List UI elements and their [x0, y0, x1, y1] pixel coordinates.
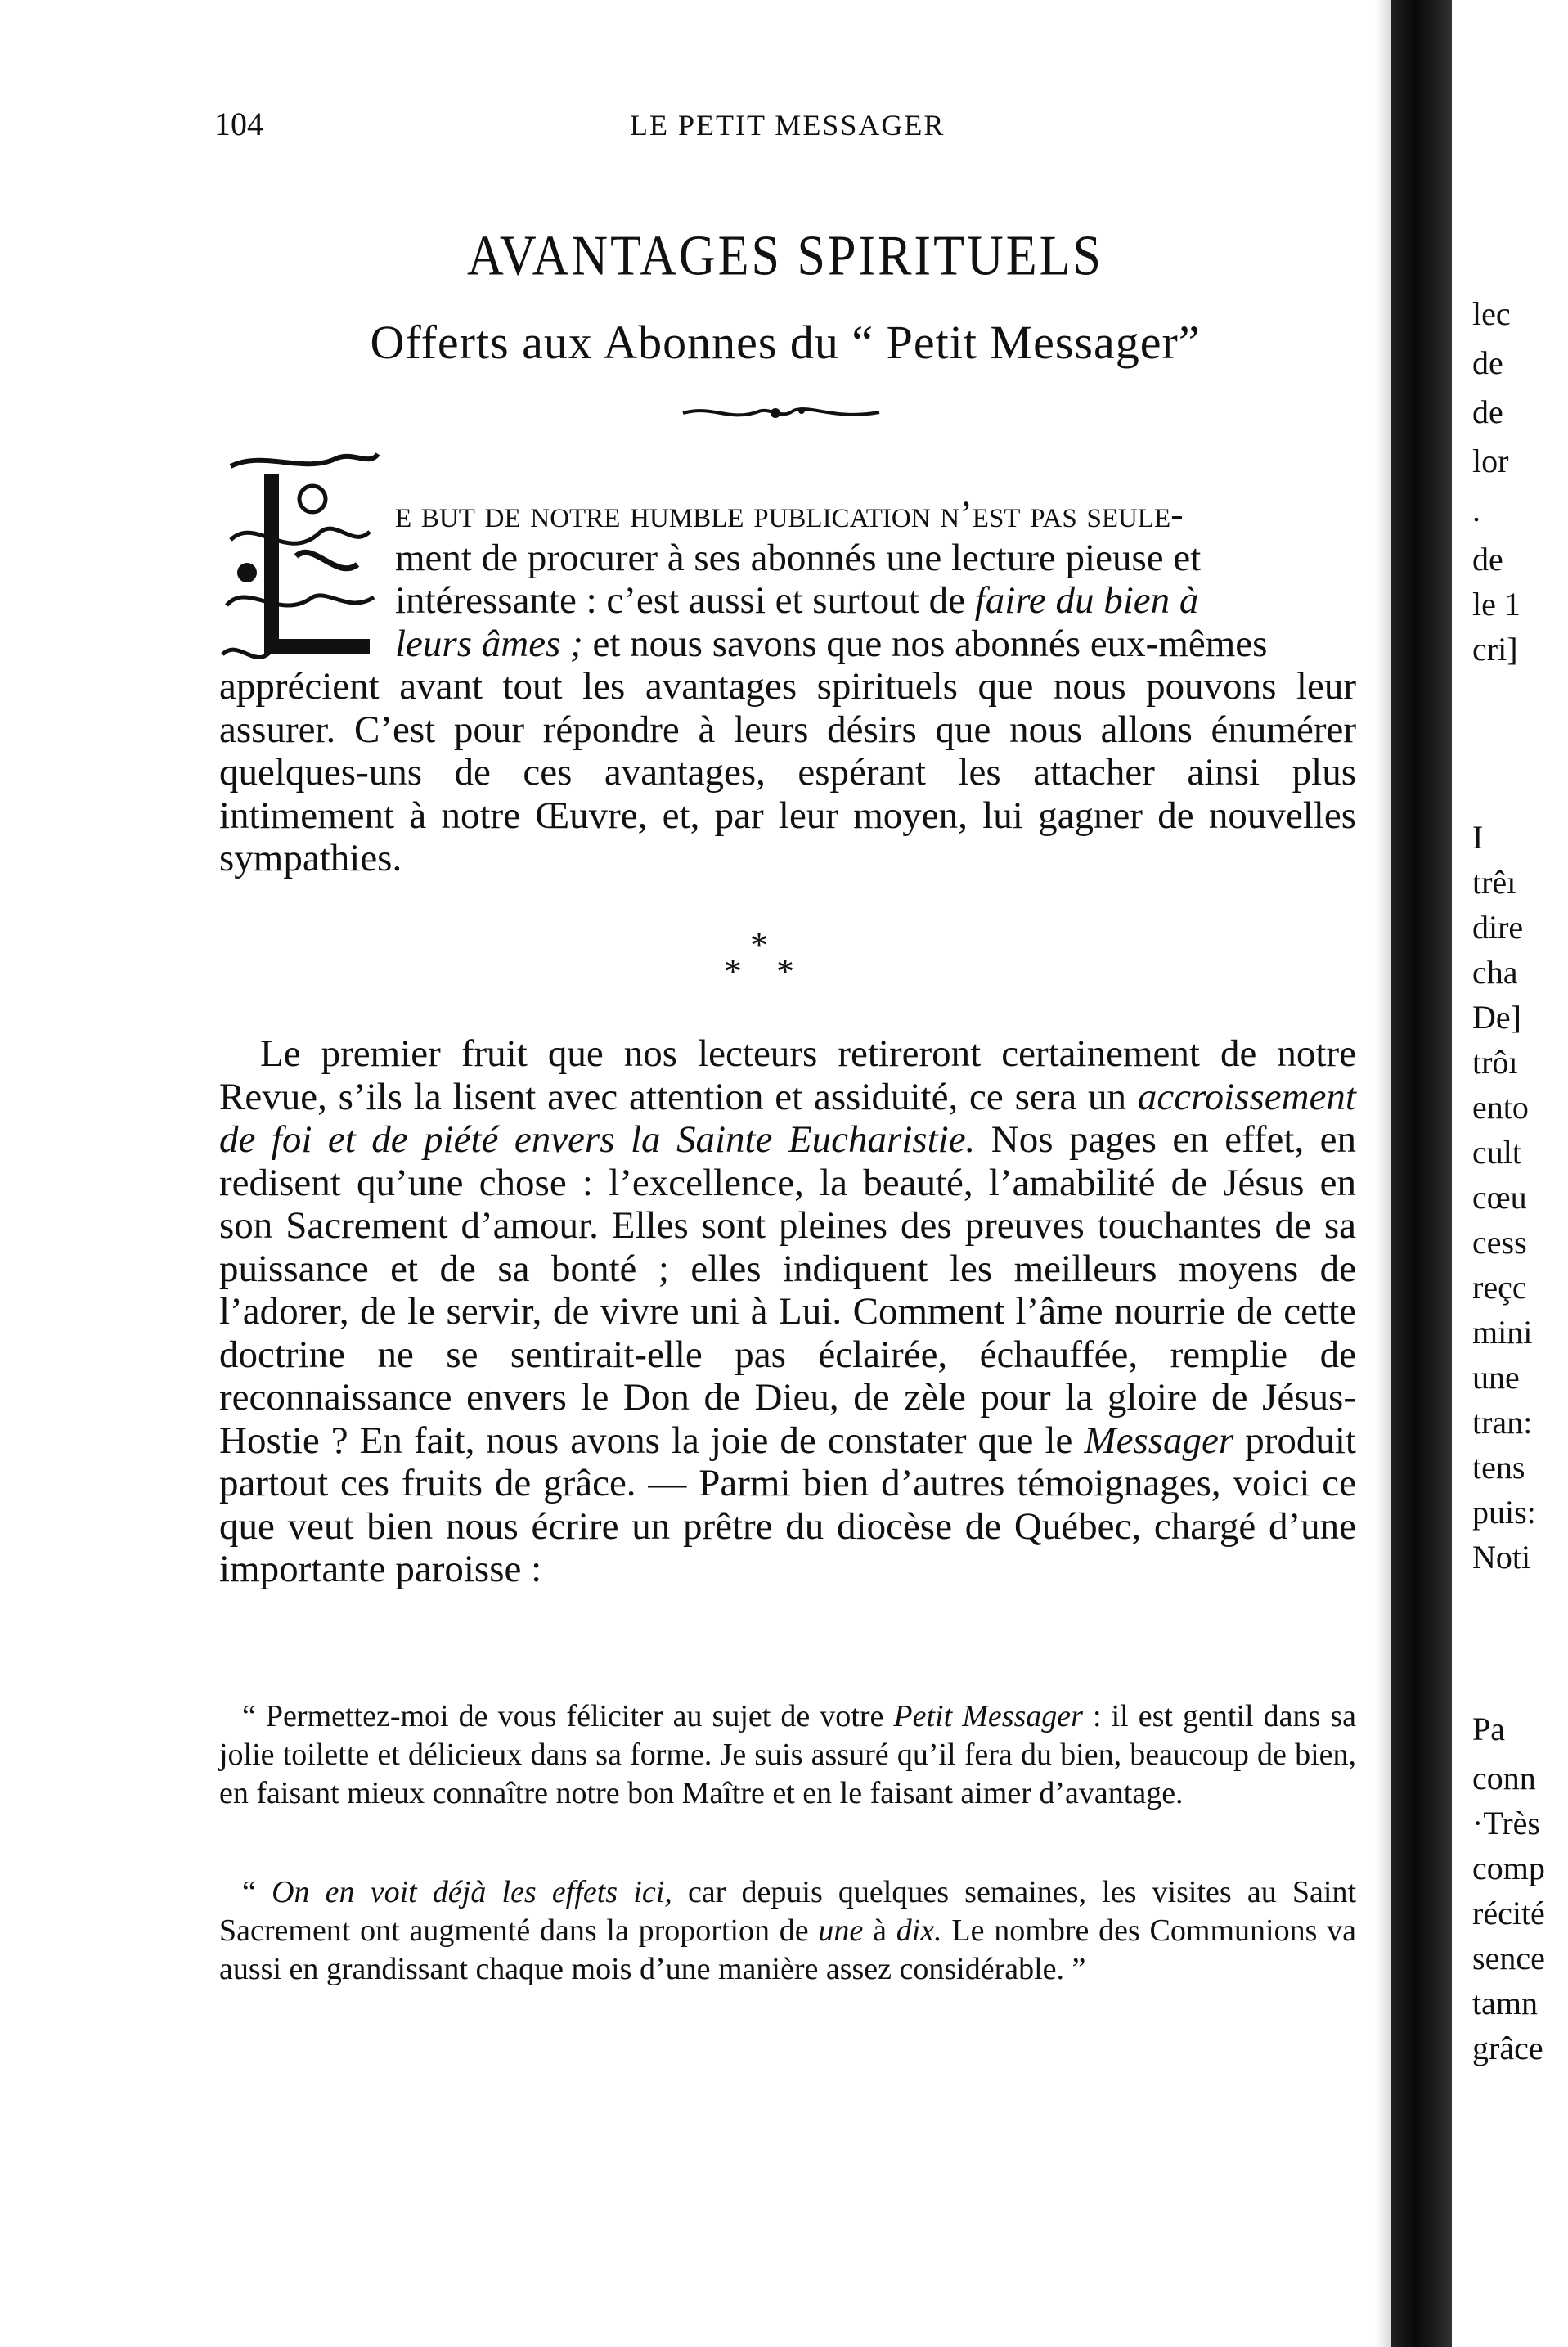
facing-fragment: de — [1472, 344, 1503, 381]
intro-line-4 — [219, 623, 1356, 666]
facing-fragment: tamn — [1472, 1985, 1538, 2021]
binding-shadow — [1374, 0, 1392, 2347]
quote1-text-a: “ Permettez-moi de vous féliciter au sujet de votre — [242, 1699, 894, 1733]
facing-fragment: cess — [1472, 1224, 1527, 1261]
facing-fragment: cri] — [1472, 631, 1518, 668]
facing-fragment: . — [1472, 492, 1480, 528]
quote2-text-b: car depuis quelques semaines, les visites au Saint Sacrement ont augmenté dans la proportion de — [219, 1875, 1356, 1948]
intro-rest: apprécient avant tout les avantages spirituels que nous pouvons leur assurer. C’est pour répondre à leurs désirs que nous allons énumérer quelques-uns de ces avantages, espérant les attacher ainsi plus intimement à notre Œuvre, et, par leur moyen, lui gagner de nouvelles sympathies. — [219, 665, 1356, 879]
facing-fragment: dire — [1472, 909, 1524, 946]
facing-fragment: De] — [1472, 999, 1521, 1036]
facing-fragment: cha — [1472, 954, 1518, 991]
facing-fragment: trêı — [1472, 864, 1516, 901]
facing-fragment: lor — [1472, 443, 1509, 479]
facing-fragment: cult — [1472, 1134, 1521, 1171]
ornament-divider-icon — [679, 401, 883, 425]
facing-fragment: ento — [1472, 1089, 1529, 1126]
intro-emphasis-1: faire du bien à — [974, 579, 1199, 622]
facing-fragment: tens — [1472, 1449, 1525, 1486]
facing-fragment: lec — [1472, 295, 1511, 332]
facing-fragment: cœu — [1472, 1179, 1527, 1216]
quote1-emphasis: Petit Messager — [893, 1699, 1083, 1733]
facing-fragment: puis: — [1472, 1494, 1536, 1531]
quote2-emphasis-2: une — [818, 1913, 864, 1948]
facing-fragment: Pa — [1472, 1711, 1505, 1747]
intro-line-4-text: et nous savons que nos abonnés eux-mêmes — [582, 622, 1268, 665]
running-head — [0, 105, 1391, 154]
asterism-star-left: * — [724, 951, 742, 991]
quote2-text-a: “ — [242, 1875, 272, 1909]
quote2-text-d: Le nombre des Communions va aussi en grandissant chaque mois d’une manière assez considérable. ” — [219, 1913, 1357, 1986]
facing-fragment: le 1 — [1472, 586, 1521, 623]
para2-emphasis: accroissement de foi et de piété envers la Sainte Eucharistie. — [219, 1075, 1356, 1161]
facing-fragment: tran: — [1472, 1404, 1533, 1441]
asterism-star-top: * — [750, 925, 768, 965]
para2-text-b: Nos pages en effet, en redisent qu’une chose : l’excellence, la beauté, l’amabilité de Jésus en son Sacrement d’amour. Elles sont pleines des preuves touchantes de sa puissance et de sa bonté ; elles indiquent les meilleurs moyens de l’adorer, de le servir, de vivre uni à Lui. Comment l’âme nourrie de cette doctrine ne se sentirait-elle pas éclairée, échauffée, remplie de reconnaissance envers le Don de Dieu, de zèle pour la gloire de Jésus-Hostie ? En fait, nous avons la joie de constater que le — [219, 1118, 1356, 1462]
quote2-emphasis: On en voit déjà les effets ici, — [272, 1875, 672, 1909]
intro-line-3-text: intéressante : c’est aussi et surtout de — [395, 579, 975, 622]
book-binding-gutter — [1391, 0, 1452, 2347]
para2-text-c: produit partout ces fruits de grâce. — Parmi bien d’autres témoignages, voici ce que veut bien nous écrire un prêtre du diocèse de Québec, chargé d’une importante paroisse : — [219, 1419, 1356, 1590]
facing-fragment: trôı — [1472, 1044, 1518, 1081]
facing-fragment: grâce — [1472, 2030, 1543, 2066]
facing-fragment: de — [1472, 541, 1503, 578]
intro-line-1 — [219, 493, 1356, 537]
article-title: AVANTAGES SPIRITUELS — [467, 224, 1103, 288]
paragraph-2 — [219, 1032, 1356, 1591]
page-number: 104 — [214, 106, 263, 142]
facing-fragment: Noti — [1472, 1539, 1531, 1576]
intro-line-1-text: e but de notre humble publication n’est pas seule- — [395, 493, 1184, 536]
facing-fragment: comp — [1472, 1850, 1545, 1886]
facing-fragment: I — [1472, 819, 1484, 856]
article-subtitle: Offerts aux Abonnes du “ Petit Messager” — [370, 316, 1201, 369]
intro-paragraph — [219, 493, 1356, 880]
facing-fragment: ·Très — [1472, 1805, 1540, 1841]
facing-fragment: conn — [1472, 1760, 1536, 1796]
quote-1 — [219, 1697, 1356, 1813]
asterism — [716, 924, 814, 990]
facing-fragment: sence — [1472, 1940, 1545, 1976]
quote-2 — [219, 1873, 1356, 1989]
quote1-text-b: : il est gentil dans sa jolie toilette et délicieux dans sa forme. Je suis assuré qu’il fera du bien, beaucoup de bien, en faisant mieux connaître notre bon Maître et en le faisant aimer d’avantage. — [219, 1699, 1356, 1810]
intro-line-3 — [219, 579, 1356, 623]
journal-title: LE PETIT MESSAGER — [630, 109, 946, 142]
quote2-emphasis-3: dix. — [896, 1913, 942, 1948]
intro-emphasis-2: leurs âmes ; — [395, 622, 583, 665]
para2-text-a: Le premier fruit que nos lecteurs retireront certainement de notre Revue, s’ils la lisent avec attention et assiduité, ce sera un — [219, 1032, 1356, 1118]
facing-fragment: de — [1472, 393, 1503, 430]
intro-line-2: ment de procurer à ses abonnés une lecture pieuse et — [395, 536, 1202, 579]
asterism-star-right: * — [776, 951, 794, 991]
facing-fragment: une — [1472, 1359, 1520, 1396]
facing-fragment: mini — [1472, 1314, 1533, 1351]
para2-emphasis-2: Messager — [1084, 1419, 1234, 1462]
facing-page-fragment — [1472, 0, 1568, 2347]
facing-fragment: reçc — [1472, 1269, 1527, 1306]
facing-fragment: récité — [1472, 1895, 1545, 1931]
quote2-text-c: à — [863, 1913, 896, 1948]
